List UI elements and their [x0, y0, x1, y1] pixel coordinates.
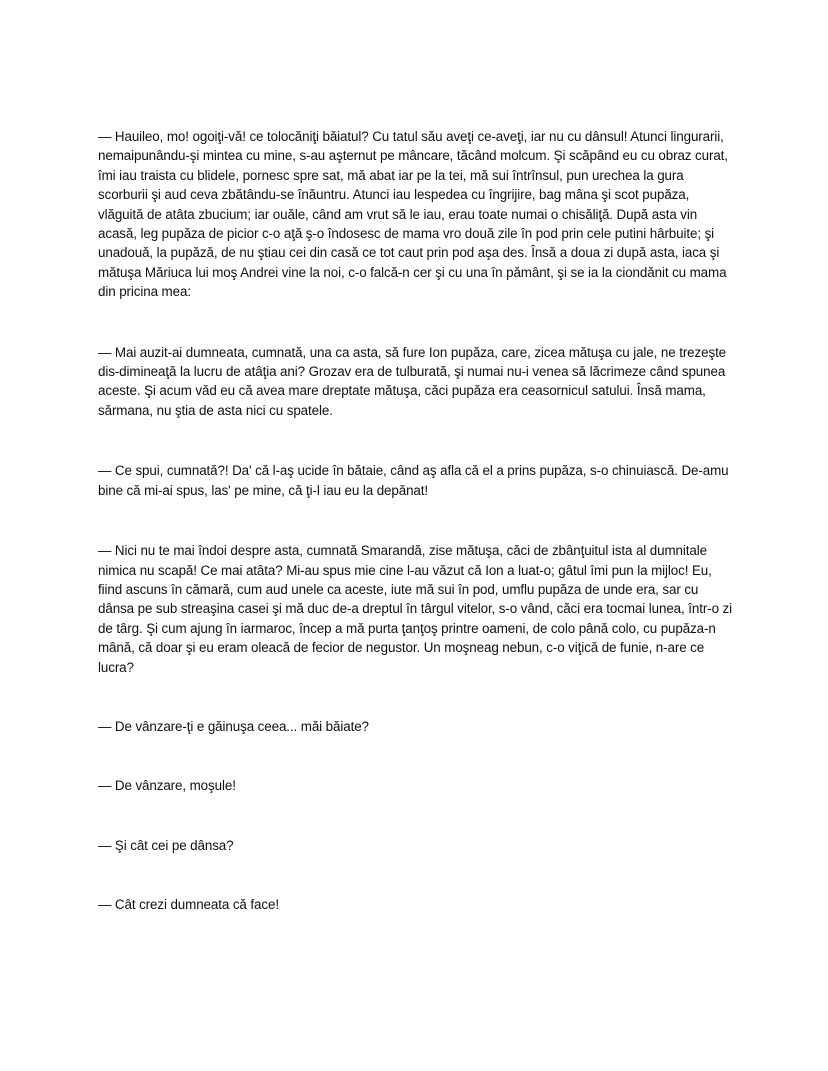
paragraph-2: — Mai auzit-ai dumneata, cumnată, una ca asta, să fure Ion pupăza, care, zicea mătuşa cu jale, ne trezeşte dis-dimineaţă la lucru de atâţia ani? Grozav era de tulburată, şi numai nu-i venea să lăcrimeze când spunea aceste. Şi acum văd eu că avea mare dreptate mătuşa, căci pupăza era ceasornicul satului. Însă mama, sărmana, nu ştia de asta nici cu spatele.	[98, 344, 727, 418]
paragraph-spacer	[98, 736, 734, 776]
paragraph-spacer	[98, 302, 734, 343]
paragraph-3: — Ce spui, cumnată?! Da' că l-aş ucide în bătaie, când aş afla că el a prins pupăza, s-o chinuiască. De-amu bine că mi-ai spus, las' pe mine, că ţi-l iau eu la depănat!	[98, 463, 729, 498]
paragraph-5: — De vânzare-ţi e găinuşa ceea... măi băiate?	[98, 718, 369, 734]
paragraph-1: — Hauileo, mo! ogoiţi-vă! ce tolocăniţi băiatul? Cu tatul său aveţi ce-aveţi, iar nu cu dânsul! Atunci lingurarii, nemaipunându-şi mintea cu mine, s-au aşternut pe mâncare, tăcând molcum. Şi scăpând eu cu obraz curat, îmi iau traista cu blidele, pornesc spre sat, mă abat iar pe la tei, mă sui întrînsul, pun urechea la gura scorburii şi aud ceva zbătându-se înăuntru. Atunci iau lespedea cu îngrijire, bag mâna şi scot pupăza, vlăguită de atâta zbucium; iar ouăle, când am vrut să le iau, erau toate numai o chisăliţă. După asta vin acasă, leg pupăza de picior c-o aţă ş-o îndosesc de mama vro două zile în pod prin cele putini hârbuite; şi unadouă, la pupăză, de nu ştiau cei din casă ce tot caut prin pod aşa des. Însă a doua zi după asta, iaca şi mătuşa Măriuca lui moş Andrei vine la noi, c-o falcă-n cer şi cu una în pământ, şi se ia la ciondănit cu mama din pricina mea:	[98, 129, 728, 300]
paragraph-spacer	[98, 677, 734, 717]
paragraph-spacer	[98, 855, 734, 895]
paragraph-6: — De vânzare, moşule!	[98, 778, 236, 794]
paragraph-spacer	[98, 796, 734, 836]
paragraph-7: — Şi cât cei pe dânsa?	[98, 837, 234, 853]
document-page	[98, 127, 734, 915]
paragraph-8: — Cât crezi dumneata că face!	[98, 897, 279, 913]
paragraph-spacer	[98, 500, 734, 541]
paragraph-spacer	[98, 420, 734, 461]
paragraph-4: — Nici nu te mai îndoi despre asta, cumnată Smarandă, zise mătuşa, căci de zbânţuitul ista al dumnitale nimica nu scapă! Ce mai atâta? Mi-au spus mie cine l-au văzut că Ion a luat-o; gâtul îmi pun la mijloc! Eu, fiind ascuns în cămară, cum aud unele ca aceste, iute mă sui în pod, umflu pupăza de unde era, sar cu dânsa pe sub streaşina casei şi mă duc de-a dreptul în târgul vitelor, s-o vând, căci era tocmai lunea, într-o zi de târg. Şi cum ajung în iarmaroc, încep a mă purta ţanţoş printre oameni, de colo până colo, cu pupăza-n mână, că doar şi eu eram oleacă de fecior de negustor. Un moşneag nebun, c-o viţică de funie, n-are ce lucra?	[98, 543, 733, 675]
